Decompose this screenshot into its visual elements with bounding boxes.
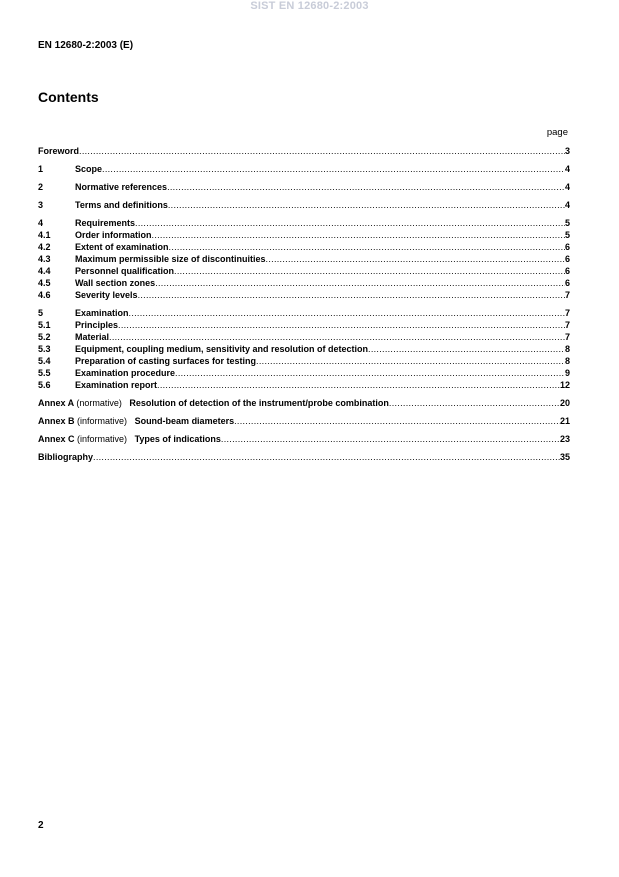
toc-entry-number: 1 <box>38 164 44 174</box>
toc-entry-number: 4.1 <box>38 230 51 240</box>
toc-entry-title: Resolution of detection of the instrument/probe combination <box>129 398 389 408</box>
toc-entry-title: Requirements <box>75 218 136 228</box>
toc-entry-page: 21 <box>559 416 570 426</box>
toc-entry-title: Equipment, coupling medium, sensitivity and resolution of detection <box>75 344 369 354</box>
toc-entry-page: 6 <box>564 242 570 252</box>
page-number: 2 <box>38 820 44 831</box>
toc-entry-foreword[interactable] <box>38 145 570 157</box>
toc-entry-number: 4.6 <box>38 290 51 300</box>
toc-entry-page: 5 <box>564 218 570 228</box>
toc-entry-number: 5.2 <box>38 332 51 342</box>
toc-entry-scope[interactable] <box>38 163 570 175</box>
annex-label: Annex B <box>38 416 75 426</box>
toc-entry-number: 4.5 <box>38 278 51 288</box>
annex-label: Annex A <box>38 398 74 408</box>
toc-entry-title: Extent of examination <box>75 242 169 252</box>
toc-entry-title: Maximum permissible size of discontinuities <box>75 254 266 264</box>
toc-entry-severity-levels[interactable] <box>38 289 570 301</box>
toc-entry-extent-of-examination[interactable] <box>38 241 570 253</box>
toc-entry-personnel-qualification[interactable] <box>38 265 570 277</box>
toc-entry-number: 2 <box>38 182 44 192</box>
annex-kind: (informative) <box>77 416 128 426</box>
toc-entry-page: 7 <box>564 332 570 342</box>
watermark: SIST EN 12680-2:2003 <box>250 0 369 12</box>
toc-entry-number: 5 <box>38 308 44 318</box>
toc-entry-equipment[interactable] <box>38 343 570 355</box>
toc-entry-page: 8 <box>564 344 570 354</box>
contents-heading: Contents <box>38 89 99 105</box>
toc-entry-examination[interactable] <box>38 307 570 319</box>
toc-entry-number: 4.4 <box>38 266 51 276</box>
toc-entry-order-information[interactable] <box>38 229 570 241</box>
toc-entry-page: 6 <box>564 278 570 288</box>
toc-entry-number: 5.3 <box>38 344 51 354</box>
toc-entry-title: Principles <box>75 320 119 330</box>
toc-entry-number: 5.5 <box>38 368 51 378</box>
toc-entry-number: 5.1 <box>38 320 51 330</box>
toc-entry-requirements[interactable] <box>38 217 570 229</box>
toc-entry-title: Scope <box>75 164 103 174</box>
annex-kind: (informative) <box>77 434 128 444</box>
toc-entry-title: Severity levels <box>75 290 138 300</box>
toc-entry-page: 7 <box>564 290 570 300</box>
toc-entry-number: 4.2 <box>38 242 51 252</box>
toc-entry-title: Wall section zones <box>75 278 156 288</box>
toc-entry-title: Personnel qualification <box>75 266 175 276</box>
toc-entry-number: 3 <box>38 200 44 210</box>
toc-entry-number: 4 <box>38 218 44 228</box>
toc-entry-page: 20 <box>559 398 570 408</box>
document-identifier: EN 12680-2:2003 (E) <box>38 40 134 51</box>
toc-entry-page: 4 <box>564 164 570 174</box>
toc-entry-page: 3 <box>564 146 570 156</box>
toc-entry-title: Bibliography <box>38 452 94 462</box>
toc-entry-title: Terms and definitions <box>75 200 168 210</box>
toc-entry-page: 9 <box>564 368 570 378</box>
toc-entry-terms-and-definitions[interactable] <box>38 199 570 211</box>
annex-kind: (normative) <box>76 398 122 408</box>
toc-entry-title: Order information <box>75 230 152 240</box>
toc-entry-annex-a[interactable] <box>38 397 570 409</box>
toc-entry-page: 12 <box>559 380 570 390</box>
toc-entry-number: 5.6 <box>38 380 51 390</box>
toc-entry-page: 6 <box>564 266 570 276</box>
toc-entry-page: 6 <box>564 254 570 264</box>
toc-entry-page: 7 <box>564 308 570 318</box>
page-column-label: page <box>546 127 568 138</box>
toc-entry-title: Normative references <box>75 182 168 192</box>
toc-entry-principles[interactable] <box>38 319 570 331</box>
toc-entry-page: 35 <box>559 452 570 462</box>
toc-entry-page: 7 <box>564 320 570 330</box>
toc-entry-page: 8 <box>564 356 570 366</box>
toc-entry-title: Examination procedure <box>75 368 176 378</box>
toc-entry-normative-references[interactable] <box>38 181 570 193</box>
toc-entry-number: 5.4 <box>38 356 51 366</box>
toc-entry-bibliography[interactable] <box>38 451 570 463</box>
toc-entry-page: 4 <box>564 200 570 210</box>
table-of-contents <box>38 145 570 463</box>
toc-entry-annex-c[interactable] <box>38 433 570 445</box>
toc-entry-material[interactable] <box>38 331 570 343</box>
toc-entry-maximum-permissible-size[interactable] <box>38 253 570 265</box>
toc-entry-page: 5 <box>564 230 570 240</box>
toc-entry-number: 4.3 <box>38 254 51 264</box>
toc-entry-title: Types of indications <box>134 434 221 444</box>
toc-entry-wall-section-zones[interactable] <box>38 277 570 289</box>
toc-entry-page: 4 <box>564 182 570 192</box>
toc-entry-title: Sound-beam diameters <box>134 416 235 426</box>
toc-entry-annex-b[interactable] <box>38 415 570 427</box>
toc-entry-title: Foreword <box>38 146 80 156</box>
toc-entry-examination-procedure[interactable] <box>38 367 570 379</box>
toc-entry-examination-report[interactable] <box>38 379 570 391</box>
toc-entry-preparation-of-surfaces[interactable] <box>38 355 570 367</box>
toc-entry-page: 23 <box>559 434 570 444</box>
toc-entry-title: Examination <box>75 308 129 318</box>
toc-entry-title: Preparation of casting surfaces for testing <box>75 356 257 366</box>
toc-entry-title: Examination report <box>75 380 158 390</box>
toc-entry-title: Material <box>75 332 110 342</box>
annex-label: Annex C <box>38 434 75 444</box>
